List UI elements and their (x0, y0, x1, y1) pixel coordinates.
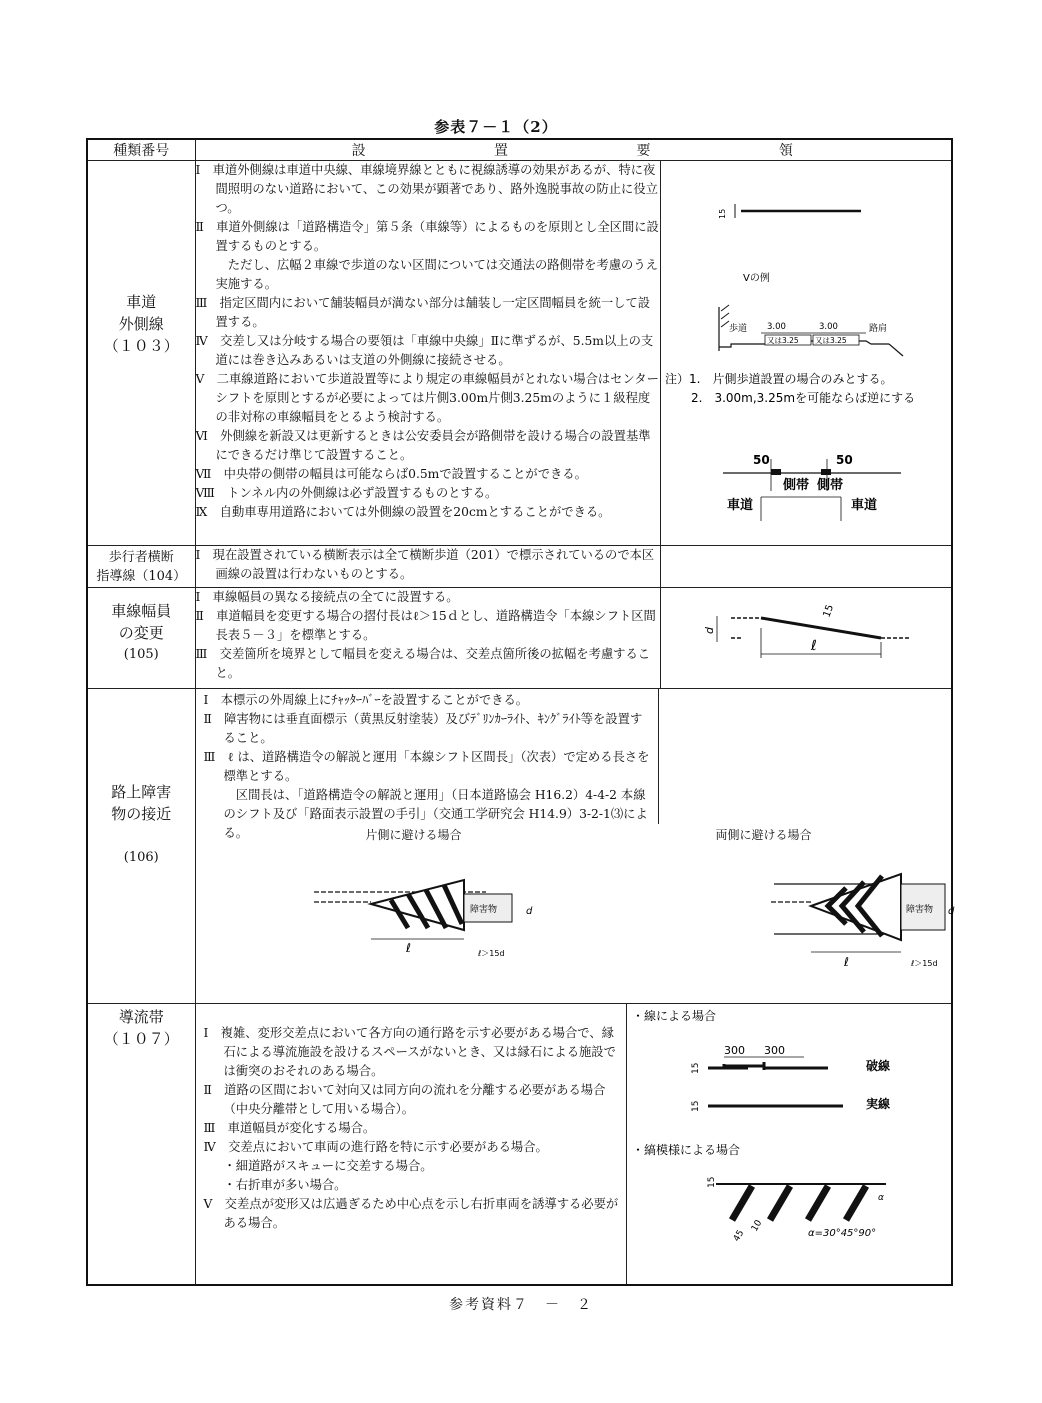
category-106-line1: 路上障害 (111, 783, 172, 801)
side-band-diagram (723, 453, 901, 521)
item-106-2: Ⅱ 障害物には垂直面標示（黄黒反射塗装）及びﾃﾞﾘﾝｶｰﾗｲﾄ、ｷﾝｸﾞﾗｲﾄ等を設置すること。 (203, 712, 643, 745)
category-104 (87, 546, 195, 588)
lane-width-1: 3.00 (766, 322, 786, 332)
category-104-line2: 指導線（104） (96, 569, 187, 584)
figure-103 (661, 161, 951, 541)
category-105-line1: 車線幅員 (111, 602, 172, 620)
item-103-2: Ⅱ 車道外側線は「道路構造令」第５条（車線等）によるものを原則とし全区間に設置するものとする。 (195, 220, 659, 253)
dim-l: ℓ (810, 638, 817, 654)
figure-cell-104 (660, 546, 952, 588)
item-103-6: Ⅵ 外側線を新設又は更新するときは公安委員会が路側帯を設ける場合の設置基準にできるだけ準じて設置すること。 (195, 429, 651, 462)
category-103 (87, 161, 195, 546)
table-row-103 (87, 161, 952, 546)
dim-300-a: 300 (723, 1044, 745, 1057)
category-105-line2: の変更 (118, 624, 164, 642)
dim-15: 15 (717, 208, 727, 219)
dim-d-right: d (947, 906, 954, 917)
obstacle-label-left: 障害物 (469, 905, 497, 915)
figure-107 (628, 1004, 952, 1264)
note-2: 2. 3.00m,3.25mを可能ならば逆にする (690, 391, 915, 405)
caption-both-sides: 両側に避ける場合 (715, 828, 812, 842)
dim-d: d (702, 627, 716, 634)
alt-width-2: 又は3.25 (814, 336, 847, 345)
figure-cell-103 (660, 161, 952, 546)
requirements-106 (195, 689, 952, 1004)
dim-45: 45 (731, 1228, 746, 1244)
one-side-diagram (314, 880, 533, 958)
alt-width-1: 又は3.25 (766, 336, 799, 345)
item-105-2: Ⅱ 車道幅員を変更する場合の摺付長はℓ＞15ｄとし、道路構造令「本線シフト区間長表５－３」を標準とする。 (195, 609, 656, 642)
dim-15: 15 (820, 603, 836, 620)
sidewalk-label: 歩道 (728, 324, 747, 334)
category-107-line2: （１０７） (103, 1030, 179, 1048)
condition-right: ℓ＞15d (910, 959, 938, 968)
item-103-2-note: ただし、広幅２車線で歩道のない区間については交通法の路側帯を考慮のうえ実施する。 (215, 258, 658, 291)
carriageway-right: 車道 (850, 498, 877, 513)
lane-width-2: 3.00 (818, 322, 838, 332)
line-case-label: ・線による場合 (631, 1009, 716, 1023)
v-example-label: Vの例 (742, 273, 770, 284)
category-103-line2: 外側線 (118, 315, 164, 333)
category-107 (87, 1004, 195, 1286)
dim-15-solid: 15 (690, 1100, 701, 1112)
item-104-1: Ⅰ 現在設置されている横断表示は全て横断歩道（201）で標示されているので本区画線の設置は行わないものとする。 (195, 548, 655, 581)
requirements-107 (195, 1004, 952, 1286)
section-diagram (719, 305, 903, 356)
obstacle-label-right: 障害物 (905, 905, 933, 915)
item-105-3: Ⅲ 交差箇所を境界として幅員を変える場合は、交差点箇所後の拡幅を考慮すること。 (195, 647, 651, 680)
dim-d-left: d (525, 906, 532, 917)
category-104-line1: 歩行者横断 (108, 550, 174, 565)
item-103-9: Ⅸ 自動車専用道路においては外側線の設置を20cmとすることができる。 (195, 505, 611, 519)
side-band-2: 側帯 (816, 478, 843, 493)
item-107-5: Ⅴ 交差点が変形又は広過ぎるため中心点を示し右折車両を誘導する必要がある場合。 (203, 1197, 619, 1230)
page-title: 参表７－１（2） (434, 118, 558, 136)
item-103-8: Ⅷ トンネル内の外側線は必ず設置するものとする。 (195, 486, 498, 500)
category-105 (87, 588, 195, 689)
dim-50-right: 50 (835, 453, 853, 467)
requirements-107-text (196, 1004, 627, 1284)
item-107-4: Ⅳ 交差点において車両の進行路を特に示す必要がある場合。 (203, 1140, 548, 1154)
stripe-case-label: ・縞模様による場合 (631, 1143, 740, 1157)
category-106 (87, 689, 195, 1004)
side-band-1: 側帯 (782, 478, 809, 493)
table-row-107 (87, 1004, 952, 1286)
table-header-row (87, 139, 952, 161)
dim-l-right: ℓ (843, 955, 849, 969)
alpha-angles: α=30°45°90° (807, 1228, 876, 1239)
item-107-2: Ⅱ 道路の区間において対向又は同方向の流れを分離する必要がある場合（中央分離帯として用いる場合）。 (203, 1083, 606, 1116)
dim-10: 10 (749, 1218, 764, 1234)
dashed-line-label: 破線 (865, 1059, 890, 1073)
item-106-3-note: 区間長は、「道路構造令の解説と運用」（日本道路協会 H16.2）4-4-2 本線のシフト及び「路面表示設置の手引」（交通工学研究会 H14.9）3-2-1⑶による。 (223, 788, 648, 840)
header-requirements: 設 置 要 領 (195, 139, 952, 161)
page-footer: 参考資料７ － ２ (449, 1297, 593, 1313)
figure-105 (661, 588, 951, 684)
category-106-line2: 物の接近 (111, 805, 172, 823)
condition-left: ℓ＞15d (477, 949, 505, 958)
carriageway-left: 車道 (726, 498, 753, 513)
item-103-1: Ⅰ 車道外側線は車道中央線、車線境界線とともに視線誘導の効果があるが、特に夜間照明のない道路において、この効果が顕著であり、路外逸脱事故の防止に役立つ。 (195, 163, 658, 215)
solid-line-label: 実線 (865, 1097, 890, 1111)
requirements-103 (195, 161, 660, 546)
category-103-line1: 車道 (126, 293, 157, 311)
category-107-line1: 導流帯 (118, 1008, 164, 1026)
both-sides-diagram (771, 874, 955, 969)
caption-one-side: 片側に避ける場合 (365, 828, 462, 842)
item-106-1: Ⅰ 本標示の外周線上にﾁｬｯﾀｰﾊﾞｰを設置することができる。 (203, 693, 529, 707)
outer-line-width-diagram (718, 204, 861, 219)
alpha-symbol: α (877, 1193, 884, 1203)
dim-300-b: 300 (763, 1044, 785, 1057)
figure-cell-105 (660, 588, 952, 689)
note-1: 注）1. 片側歩道設置の場合のみとする。 (664, 372, 892, 386)
item-103-3: Ⅲ 指定区間内において舗装幅員が満ない部分は舗装し一定区間幅員を統一して設置する。 (195, 296, 651, 329)
category-105-line3: (105) (123, 647, 159, 662)
item-103-7: Ⅶ 中央帯の側帯の幅員は可能ならば0.5mで設置することができる。 (195, 467, 587, 481)
dim-l-left: ℓ (405, 941, 411, 955)
item-107-3: Ⅲ 車道幅員が変化する場合。 (203, 1121, 376, 1135)
table-row-104 (87, 546, 952, 588)
item-106-3: Ⅲ ℓ は、道路構造令の解説と運用「本線シフト区間長」（次表）で定める長さを標準とする。 (203, 750, 650, 783)
requirements-105 (195, 588, 660, 689)
item-107-1: Ⅰ 複雑、変形交差点において各方向の通行路を示す必要がある場合で、縁石による導流施設を設けるスペースがないとき、又は縁石による施設では衝突のおそれのある場合。 (203, 1026, 616, 1078)
table-row-105 (87, 588, 952, 689)
figure-106 (196, 844, 952, 1009)
item-105-1: Ⅰ 車線幅員の異なる接続点の全てに設置する。 (195, 590, 459, 604)
table-row-106 (87, 689, 952, 1004)
item-103-5: Ⅴ 二車線道路において歩道設置等により規定の車線幅員がとれない場合はセンターシフトを原則とするが必要によっては片側3.00m片側3.25mのように１級程度の非対称の車線幅員をとるよう検討する。 (195, 372, 659, 424)
dim-15-stripe: 15 (706, 1176, 717, 1188)
reference-table (86, 138, 953, 1286)
item-107-4b: ・右折車が多い場合。 (223, 1178, 347, 1192)
dim-50-left: 50 (752, 453, 770, 467)
item-103-4: Ⅳ 交差し又は分岐する場合の要領は「車線中央線」Ⅱに準ずるが、5.5m以上の支道には巻き込みあるいは支道の外側線に接続させる。 (195, 334, 654, 367)
shoulder-label: 路肩 (868, 324, 887, 334)
category-106-line3: (106) (123, 850, 159, 865)
dim-15-dashed: 15 (690, 1062, 701, 1074)
header-category: 種類番号 (87, 139, 195, 161)
requirements-104 (195, 546, 660, 588)
category-103-line3: （１０３） (103, 337, 179, 355)
item-107-4a: ・細道路がスキューに交差する場合。 (223, 1159, 433, 1173)
